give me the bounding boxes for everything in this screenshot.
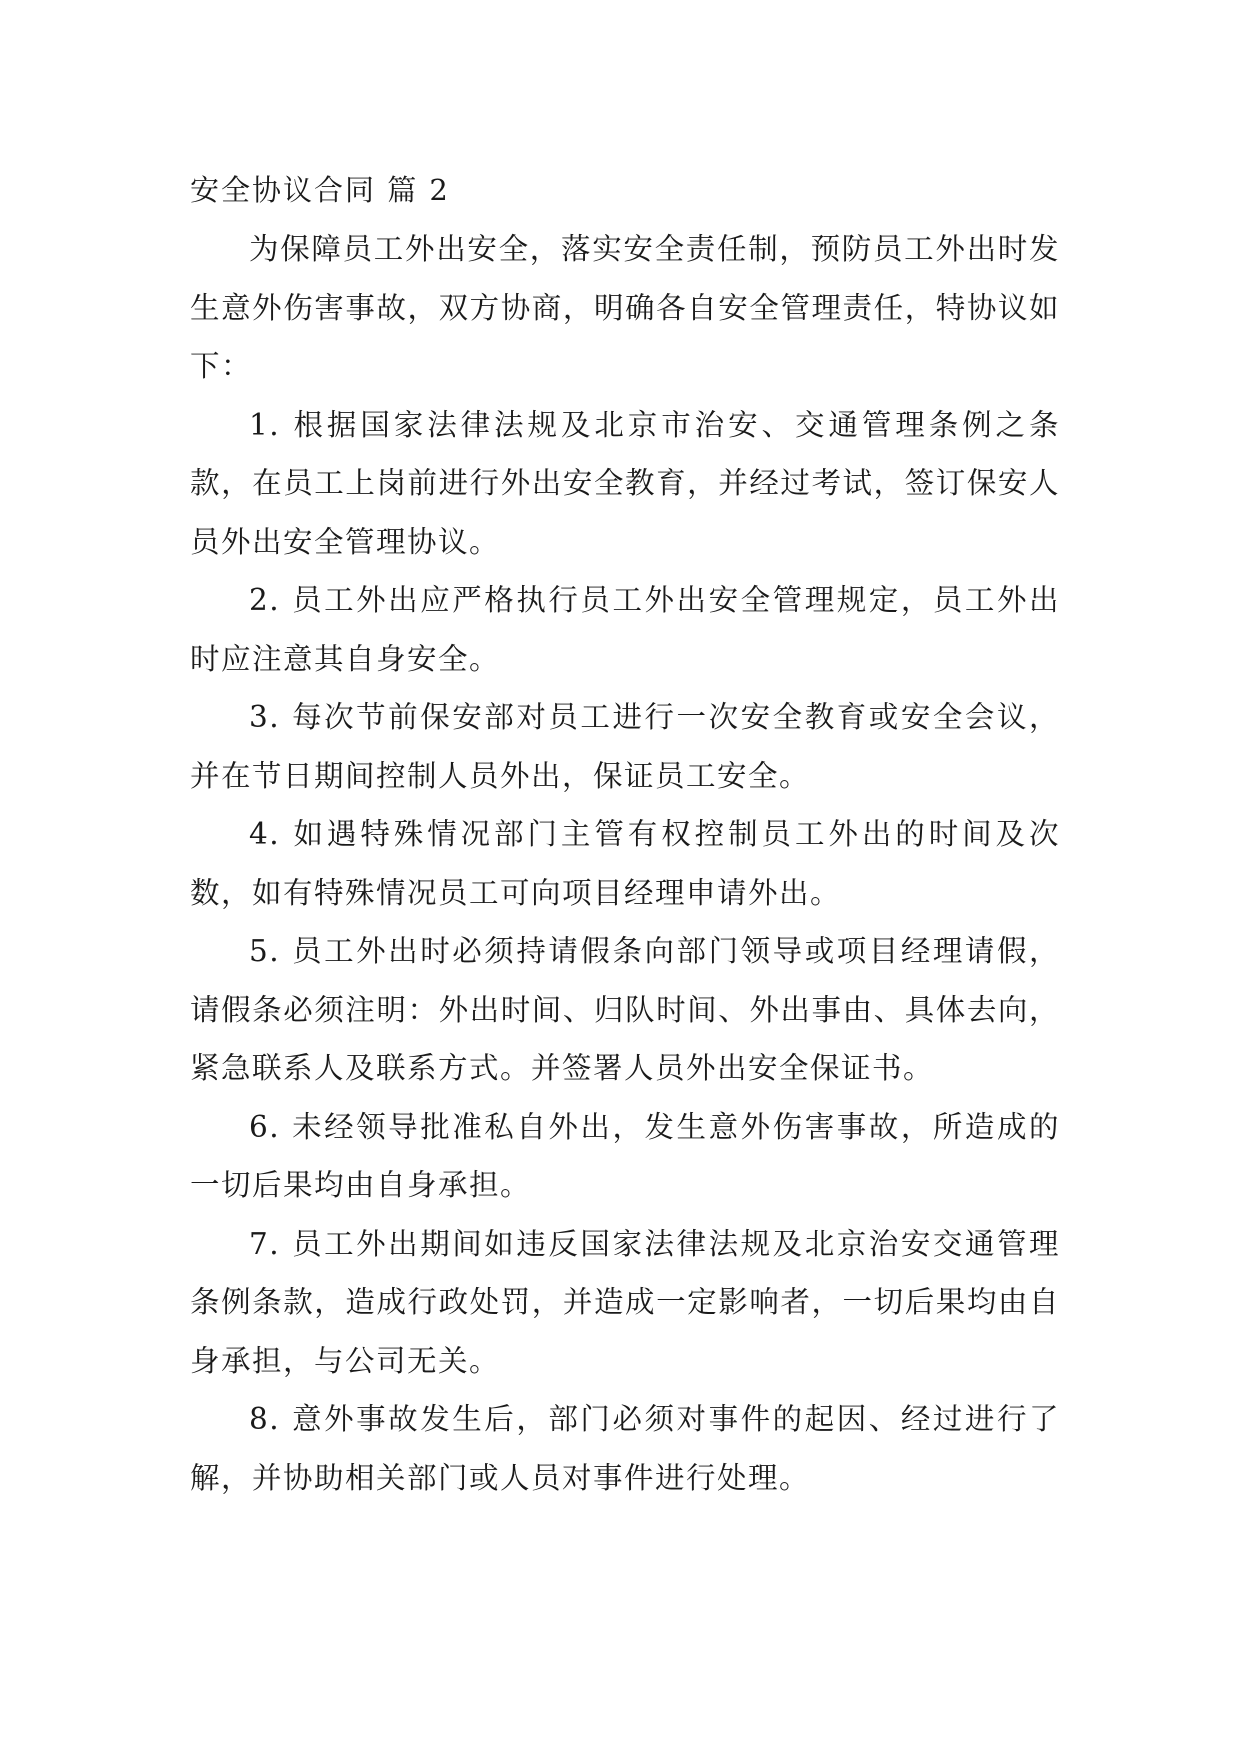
document-page bbox=[190, 160, 1060, 1507]
paragraph-clause-3: 3. 每次节前保安部对员工进行一次安全教育或安全会议，并在节日期间控制人员外出，保证员工安全。 bbox=[190, 700, 1060, 793]
paragraph-clause-2: 2. 员工外出应严格执行员工外出安全管理规定，员工外出时应注意其自身安全。 bbox=[190, 583, 1060, 676]
paragraph-intro: 为保障员工外出安全，落实安全责任制，预防员工外出时发生意外伤害事故，双方协商，明确各自安全管理责任，特协议如下： bbox=[190, 232, 1060, 383]
paragraph-clause-8: 8. 意外事故发生后，部门必须对事件的起因、经过进行了解，并协助相关部门或人员对事件进行处理。 bbox=[190, 1402, 1060, 1495]
paragraph-clause-5: 5. 员工外出时必须持请假条向部门领导或项目经理请假，请假条必须注明：外出时间、归队时间、外出事由、具体去向，紧急联系人及联系方式。并签署人员外出安全保证书。 bbox=[190, 934, 1060, 1085]
paragraph-clause-4: 4. 如遇特殊情况部门主管有权控制员工外出的时间及次数，如有特殊情况员工可向项目经理申请外出。 bbox=[190, 817, 1060, 910]
paragraph-clause-7: 7. 员工外出期间如违反国家法律法规及北京治安交通管理条例条款，造成行政处罚，并造成一定影响者，一切后果均由自身承担，与公司无关。 bbox=[190, 1226, 1060, 1378]
paragraph-clause-6: 6. 未经领导批准私自外出，发生意外伤害事故，所造成的一切后果均由自身承担。 bbox=[190, 1109, 1060, 1202]
document-title: 安全协议合同 篇 2 bbox=[190, 173, 450, 207]
paragraph-clause-1: 1. 根据国家法律法规及北京市治安、交通管理条例之条款，在员工上岗前进行外出安全教育，并经过考试，签订保安人员外出安全管理协议。 bbox=[190, 407, 1060, 559]
